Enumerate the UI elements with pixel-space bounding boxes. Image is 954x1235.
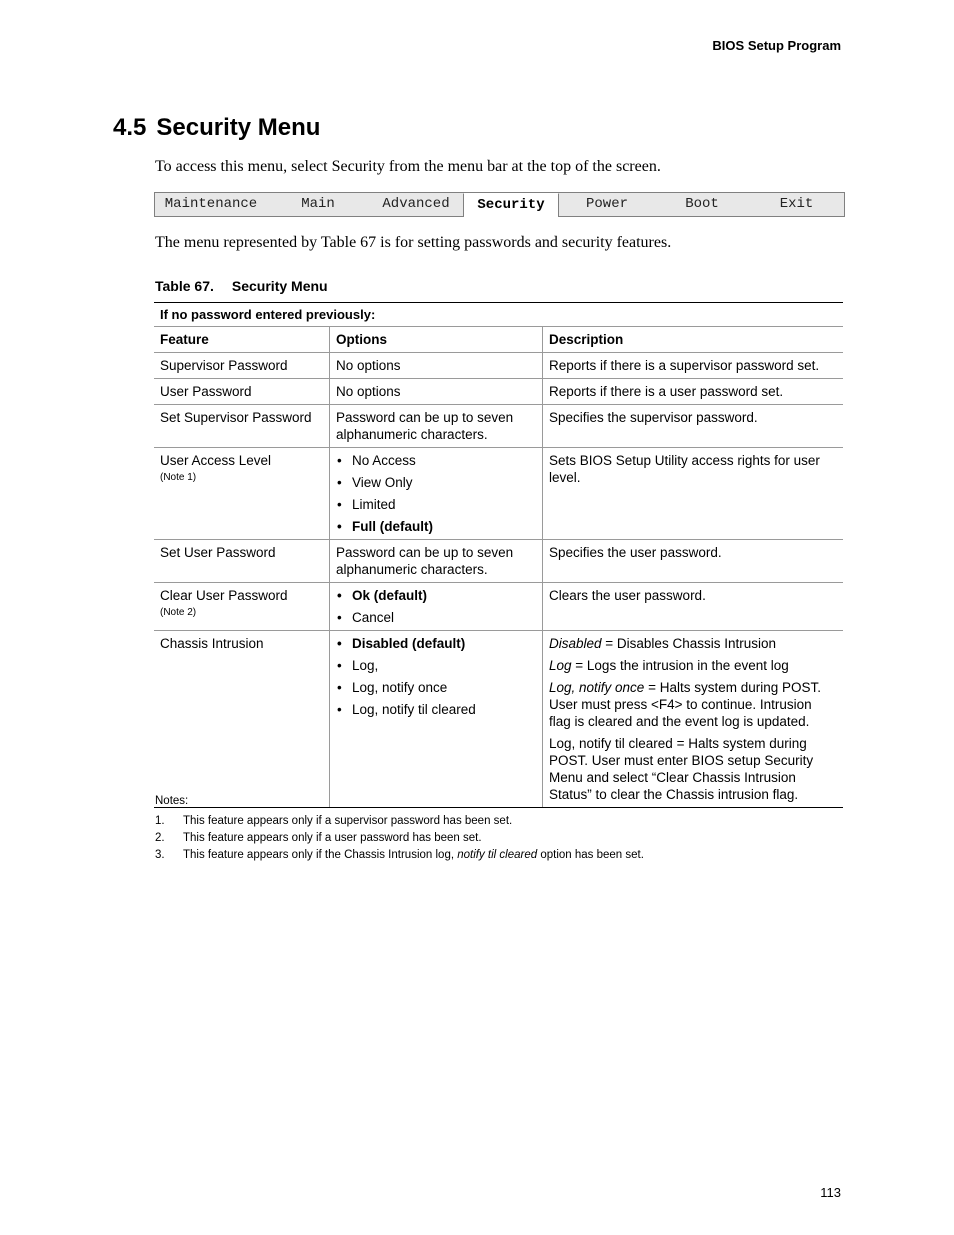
options-cell: Password can be up to seven alphanumeric characters. <box>330 405 543 448</box>
description-paragraph <box>549 735 837 803</box>
feature-cell: Set Supervisor Password <box>154 405 330 448</box>
options-cell: Password can be up to seven alphanumeric characters. <box>330 540 543 583</box>
description-paragraph <box>549 635 837 652</box>
header-feature: Feature <box>154 327 330 353</box>
note-item <box>155 815 845 827</box>
note-reference: (Note 1) <box>160 472 197 483</box>
table-caption <box>155 278 328 294</box>
note-item <box>155 832 845 844</box>
option-item: • Log, <box>336 657 536 674</box>
note-item <box>155 849 845 861</box>
options-cell: No options <box>330 379 543 405</box>
note-number: 2. <box>155 832 165 844</box>
table-row <box>154 379 843 405</box>
table-row <box>154 353 843 379</box>
notes-section <box>155 795 845 866</box>
note-text-before: This feature appears only if the Chassis Intrusion log, <box>183 849 458 861</box>
menu-item-maintenance: Maintenance <box>164 196 258 212</box>
security-menu-table <box>154 302 843 808</box>
note-text-after: option has been set. <box>537 849 644 861</box>
menu-item-power: Power <box>585 196 628 212</box>
table-caption-label: Table 67. <box>155 278 214 294</box>
options-list <box>336 452 536 535</box>
note-emphasis: notify til cleared <box>457 849 538 861</box>
description-term: Log, notify once <box>549 680 645 695</box>
table-condition-row <box>154 303 843 327</box>
description-term: Log <box>549 658 572 673</box>
table-row <box>154 405 843 448</box>
feature-cell <box>154 448 330 540</box>
description-paragraph <box>549 657 837 674</box>
menu-item-advanced: Advanced <box>382 196 450 212</box>
feature-label: User Access Level <box>160 453 272 468</box>
options-cell: No options <box>330 353 543 379</box>
note-text <box>183 849 644 861</box>
option-item: • Cancel <box>336 609 536 626</box>
options-cell <box>330 631 543 808</box>
note-number: 3. <box>155 849 165 861</box>
description-cell: Specifies the supervisor password. <box>543 405 844 448</box>
note-text: This feature appears only if a user password has been set. <box>183 832 482 844</box>
page-number: 113 <box>820 1185 841 1200</box>
feature-cell: User Password <box>154 379 330 405</box>
options-cell <box>330 448 543 540</box>
option-item: • Log, notify til cleared <box>336 701 536 718</box>
table-condition: If no password entered previously: <box>154 303 843 327</box>
description-cell: Sets BIOS Setup Utility access rights for user level. <box>543 448 844 540</box>
description-text: = Disables Chassis Intrusion <box>601 636 776 651</box>
header-description: Description <box>543 327 844 353</box>
description-text: = Logs the intrusion in the event log <box>571 658 789 673</box>
table-intro-paragraph: The menu represented by Table 67 is for setting passwords and security features. <box>155 234 672 251</box>
description-cell: Reports if there is a user password set. <box>543 379 844 405</box>
options-list <box>336 635 536 718</box>
note-text: This feature appears only if a supervisor password has been set. <box>183 815 513 827</box>
table-row <box>154 583 843 631</box>
running-header: BIOS Setup Program <box>712 38 841 53</box>
option-item-default: • Full (default) <box>336 518 536 535</box>
table-row <box>154 631 843 808</box>
feature-cell <box>154 583 330 631</box>
table-header-row <box>154 327 843 353</box>
option-item: • View Only <box>336 474 536 491</box>
menu-item-exit: Exit <box>779 196 814 212</box>
intro-paragraph: To access this menu, select Security from the menu bar at the top of the screen. <box>155 158 661 175</box>
table-row <box>154 540 843 583</box>
menu-item-main: Main <box>301 196 335 212</box>
feature-cell: Chassis Intrusion <box>154 631 330 808</box>
description-cell: Specifies the user password. <box>543 540 844 583</box>
feature-label: Clear User Password <box>160 588 288 603</box>
options-cell <box>330 583 543 631</box>
option-item-default: • Ok (default) <box>336 587 536 604</box>
description-text: Log, notify til cleared = Halts system during POST. User must enter BIOS setup Security Menu and select “Clear Chassis Intrusion Status” to clear the Chassis intrusion flag. <box>549 736 814 802</box>
description-text: = Halts system during POST. User must press <F4> to continue. Intrusion flag is cleared and the event log is updated. <box>549 680 822 729</box>
description-cell <box>543 631 844 808</box>
description-cell: Clears the user password. <box>543 583 844 631</box>
bios-menu-bar <box>154 192 845 217</box>
description-term: Disabled <box>549 636 602 651</box>
header-options: Options <box>330 327 543 353</box>
feature-cell: Set User Password <box>154 540 330 583</box>
options-list <box>336 587 536 626</box>
table-caption-title: Security Menu <box>231 278 328 294</box>
menu-item-boot: Boot <box>685 196 719 212</box>
feature-cell: Supervisor Password <box>154 353 330 379</box>
menu-item-security: Security <box>463 193 559 217</box>
description-paragraph <box>549 679 837 730</box>
section-title-text: Security Menu <box>156 114 321 141</box>
option-item-default: • Disabled (default) <box>336 635 536 652</box>
note-number: 1. <box>155 815 165 827</box>
option-item: • No Access <box>336 452 536 469</box>
section-title <box>113 114 320 142</box>
note-reference: (Note 2) <box>160 607 197 618</box>
notes-title: Notes: <box>155 795 189 807</box>
option-item: • Log, notify once <box>336 679 536 696</box>
option-item: • Limited <box>336 496 536 513</box>
table-row <box>154 448 843 540</box>
description-cell: Reports if there is a supervisor password set. <box>543 353 844 379</box>
section-number: 4.5 <box>113 114 147 141</box>
